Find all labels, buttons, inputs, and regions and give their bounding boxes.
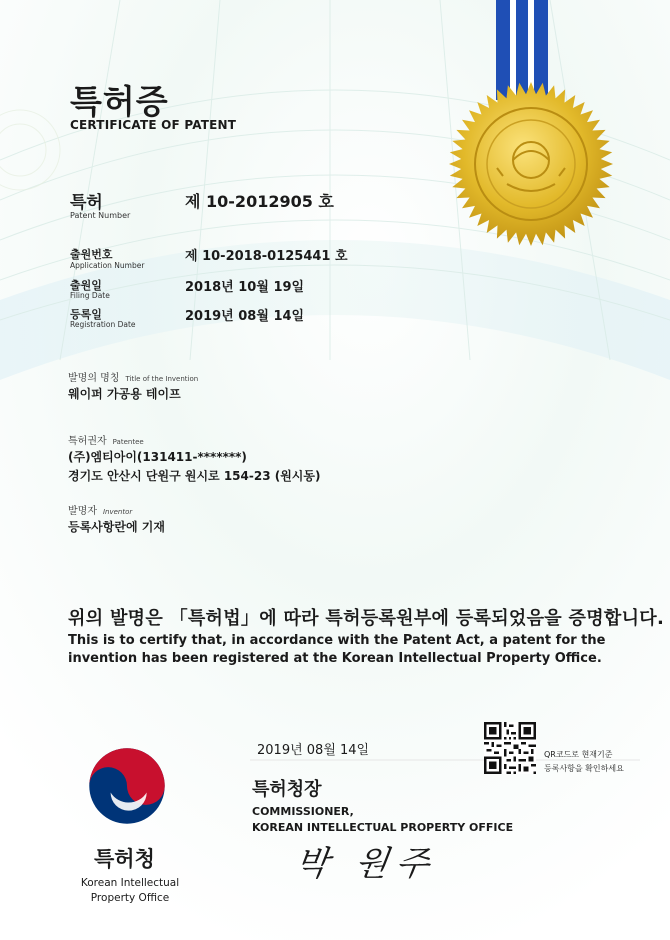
invention-title-label-en: Title of the Invention <box>125 375 199 383</box>
patentee-label <box>68 432 144 447</box>
qr-code-icon <box>484 722 536 774</box>
certification-text-ko: 위의 발명은 「특허법」에 따라 특허등록원부에 등록되었음을 증명합니다. <box>68 608 665 629</box>
document-title-en: CERTIFICATE OF PATENT <box>70 118 237 132</box>
qr-text-line1: QR코드로 현재기준 <box>544 750 613 759</box>
registration-date-label-en: Registration Date <box>70 320 136 329</box>
invention-title-value: 웨이퍼 가공용 테이프 <box>68 387 181 401</box>
inventor-label <box>68 502 132 517</box>
application-number-label-en: Application Number <box>70 261 145 270</box>
registration-date-label: 등록일 <box>70 308 102 321</box>
signature: 박 원주 <box>292 844 440 884</box>
invention-title-label-ko: 발명의 명칭 <box>68 373 120 384</box>
gold-seal-icon <box>447 80 615 248</box>
patentee-label-ko: 특허권자 <box>68 436 107 447</box>
commissioner-title-en <box>252 804 513 836</box>
qr-text-line2: 등록사항을 확인하세요 <box>544 764 624 773</box>
document-title: 특허증 <box>70 82 169 121</box>
inventor-label-en: Inventor <box>102 508 133 516</box>
filing-date-label-en: Filing Date <box>70 291 110 300</box>
certification-text-en: This is to certify that, in accordance with the Patent Act, a patent for the invention has been registered at the Korean Intellectual Property Office. <box>68 633 606 666</box>
commissioner-line2: KOREAN INTELLECTUAL PROPERTY OFFICE <box>252 821 514 834</box>
commissioner-line1: COMMISSIONER, <box>252 805 354 818</box>
patentee-address: 경기도 안산시 단원구 원시로 154-23 (원시동) <box>68 469 321 483</box>
office-name-en: Korean Intellectual Property Office <box>80 877 180 904</box>
patentee-name: (주)엠티아이(131411-*******) <box>68 450 247 464</box>
filing-date-label: 출원일 <box>70 279 102 292</box>
commissioner-title: 특허청장 <box>252 779 322 800</box>
patent-number-label: 특허 <box>70 193 103 213</box>
invention-title-label <box>68 369 198 384</box>
issue-date: 2019년 08월 14일 <box>257 743 370 758</box>
registration-date-value: 2019년 08월 14일 <box>185 309 305 324</box>
kipo-logo-icon <box>86 745 168 827</box>
office-name-ko: 특허청 <box>94 847 155 871</box>
application-number-value: 제 10-2018-0125441 호 <box>185 249 348 264</box>
patentee-label-en: Patentee <box>112 438 144 446</box>
inventor-value: 등록사항란에 기재 <box>68 520 165 534</box>
qr-instructions <box>544 748 624 776</box>
application-number-label: 출원번호 <box>70 248 113 261</box>
inventor-label-ko: 발명자 <box>68 506 97 517</box>
filing-date-value: 2018년 10월 19일 <box>185 280 305 295</box>
patent-number-label-en: Patent Number <box>70 211 131 220</box>
patent-number-value: 제 10-2012905 호 <box>185 192 334 211</box>
